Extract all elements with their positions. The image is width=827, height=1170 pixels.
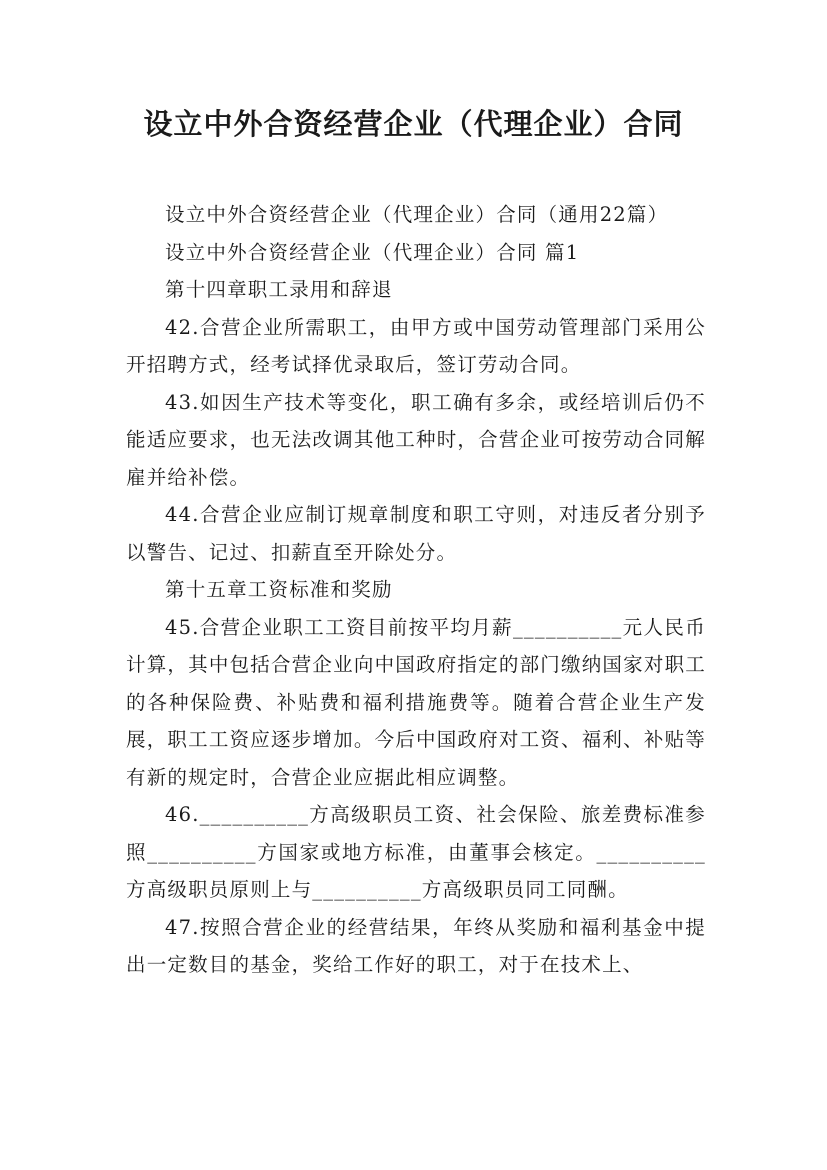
paragraph-chapter-14: 第十四章职工录用和辞退 <box>165 278 393 301</box>
paragraph-clause-43: 43.如因生产技术等变化，职工确有多余，或经培训后仍不能适应要求，也无法改调其他工种时，合营企业可按劳动合同解雇并给补偿。 <box>126 390 706 489</box>
paragraph-clause-42: 42.合营企业所需职工，由甲方或中国劳动管理部门采用公开招聘方式，经考试择优录取后，签订劳动合同。 <box>126 315 706 376</box>
document-body <box>126 196 706 984</box>
paragraph-clause-47: 47.按照合营企业的经营结果，年终从奖励和福利基金中提出一定数目的基金，奖给工作好的职工，对于在技术上、 <box>126 915 706 976</box>
paragraph-clause-46: 46.__________方高级职员工资、社会保险、旅差费标准参照__________方国家或地方标准，由董事会核定。__________方高级职员原则上与__________方高级职员同工同酬。 <box>126 803 706 901</box>
paragraph-chapter-15: 第十五章工资标准和奖励 <box>165 578 393 601</box>
paragraph-clause-45: 45.合营企业职工工资目前按平均月薪__________元人民币计算，其中包括合营企业向中国政府指定的部门缴纳国家对职工的各种保险费、补贴费和福利措施费等。随着合营企业生产发展，职工工资应逐步增加。今后中国政府对工资、福利、补贴等有新的规定时，合营企业应据此相应调整。 <box>126 615 706 789</box>
paragraph-subtitle: 设立中外合资经营企业（代理企业）合同（通用22篇） <box>165 203 669 226</box>
paragraph-section-heading: 设立中外合资经营企业（代理企业）合同 篇1 <box>165 240 580 264</box>
document-title: 设立中外合资经营企业（代理企业）合同 <box>143 107 684 141</box>
paragraph-clause-44: 44.合营企业应制订规章制度和职工守则，对违反者分别予以警告、记过、扣薪直至开除处分。 <box>126 503 706 564</box>
